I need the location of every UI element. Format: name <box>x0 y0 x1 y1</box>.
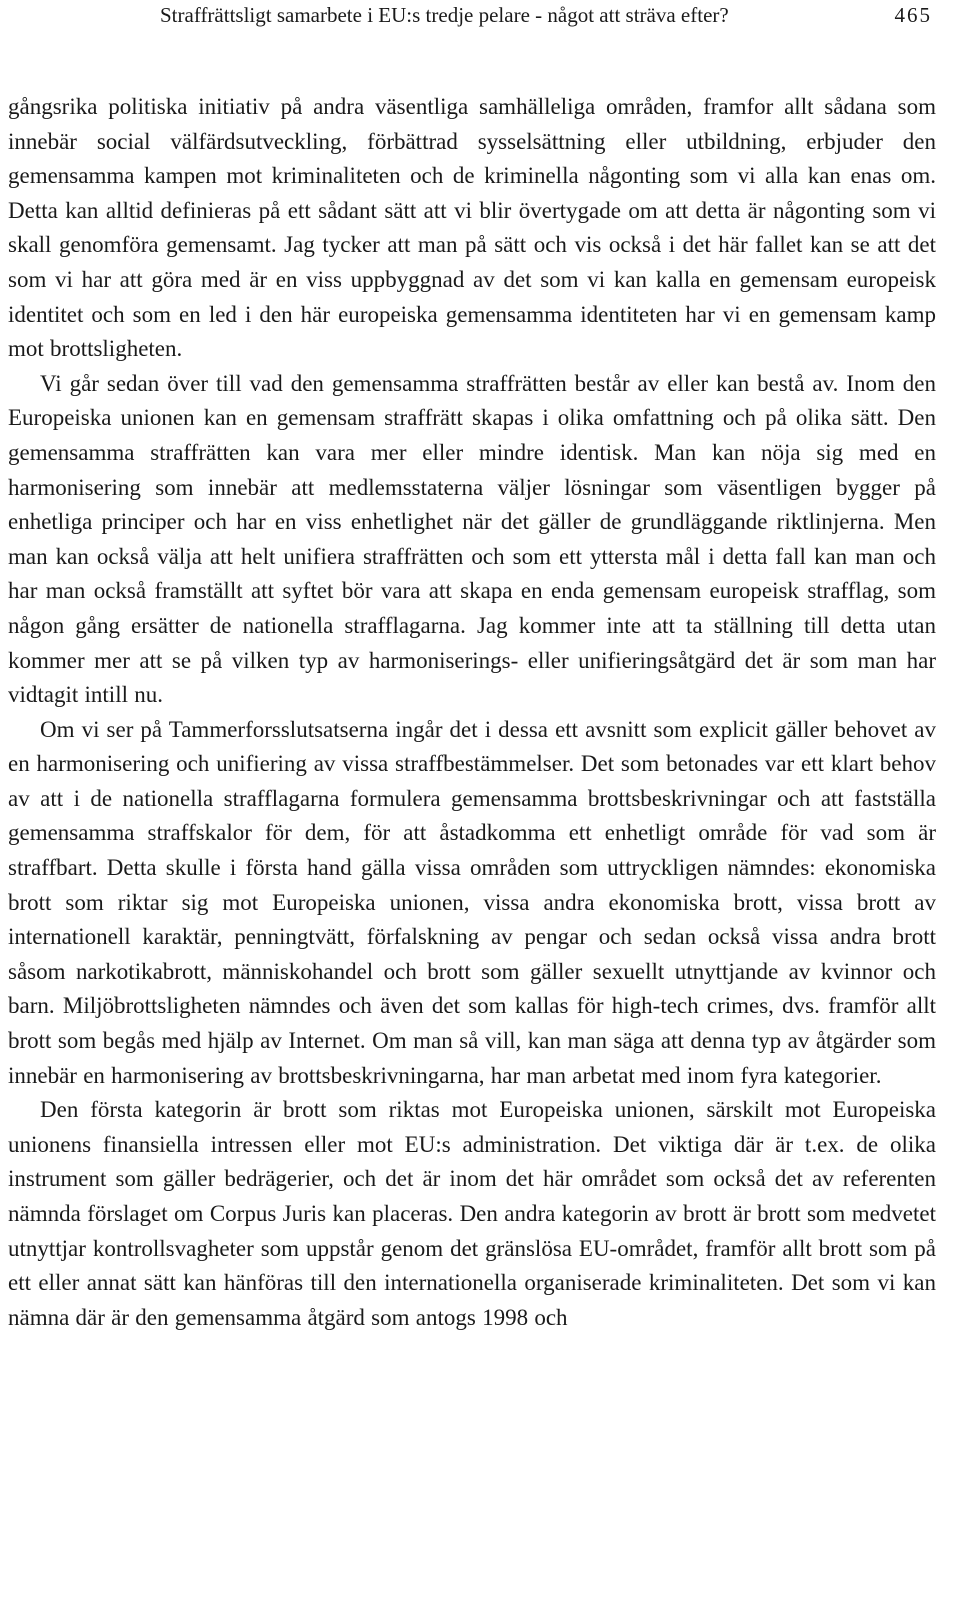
running-title: Straffrättsligt samarbete i EU:s tredje pelare - något att sträva efter? <box>160 3 729 27</box>
paragraph-2: Vi går sedan över till vad den gemensamma straffrätten består av eller kan bestå av. Inom den Europeiska unionen kan en gemensam straffrätt skapas i olika omfattning och på olika sätt. Den gemensamma straffrätten kan vara mer eller mindre identisk. Man kan nöja sig med en harmonisering som innebär att medlemsstaterna väljer lösningar som väsentligen bygger på enhetliga principer och har en viss enhetlighet när det gäller de grundläggande riktlinjerna. Men man kan också välja att helt unifiera straffrätten och som ett yttersta mål i detta fall kan man och har man också framställt att syftet bör vara att skapa en enda gemensam europeisk strafflag, som någon gång ersätter de nationella strafflagarna. Jag kommer inte att ta ställning till detta utan kommer mer att se på vilken typ av harmoniserings- eller unifieringsåtgärd det är som man har vidtagit intill nu. <box>8 370 936 708</box>
paragraph-3: Om vi ser på Tammerforsslutsatserna ingår det i dessa ett avsnitt som explicit gäller behovet av en harmonisering och unifiering av vissa straffbestämmelser. Det som betonades var ett klart behov av att i de nationella strafflagarna formulera gemensamma brottsbeskrivningar och att fastställa gemensamma straffskalor för dem, för att åstadkomma ett enhetligt område för vad som är straffbart. Detta skulle i första hand gälla vissa områden som uttryckligen nämndes: ekonomiska brott som riktar sig mot Europeiska unionen, vissa andra ekonomiska brott, vissa brott av internationell karaktär, penningtvätt, förfalskning av pengar och sedan också vissa andra brott såsom narkotikabrott, människohandel och brott som gäller sexuellt utnyttjande av kvinnor och barn. Miljöbrottsligheten nämndes och även det som kallas för high-tech crimes, dvs. framför allt brott som begås med hjälp av Internet. Om man så vill, kan man säga att denna typ av åtgärder som innebär en harmonisering av brottsbeskrivningarna, har man arbetat med inom fyra kategorier. <box>8 716 936 1088</box>
body-text <box>8 90 936 1335</box>
paragraph-4: Den första kategorin är brott som riktas mot Europeiska unionen, särskilt mot Europeiska unionens finansiella intressen eller mot EU:s administration. Det viktiga där är t.ex. de olika instrument som gäller bedrägerier, och det är inom det här området som också det av referenten nämnda förslaget om Corpus Juris kan placeras. Den andra kategorin av brott är brott som medvetet utnyttjar kontrollsvagheter som uppstår genom det gränslösa EU-området, framför allt brott som på ett eller annat sätt kan hänföras till den internationella organiserade kriminaliteten. Det som vi kan nämna där är den gemensamma åtgärd som antogs 1998 och <box>8 1097 936 1330</box>
document-page <box>8 0 936 1335</box>
running-header <box>8 0 936 36</box>
paragraph-1: gångsrika politiska initiativ på andra väsentliga samhälleliga områden, framfor allt sådana som innebär social välfärdsutveckling, förbättrad sysselsättning eller utbildning, erbjuder den gemensamma kampen mot kriminaliteten och de kriminella någonting som vi alla kan enas om. Detta kan alltid definieras på ett sådant sätt att vi blir övertygade om att detta är någonting som vi skall genomföra gemensamt. Jag tycker att man på sätt och vis också i det här fallet kan se att det som vi har att göra med är en viss uppbyggnad av det som vi kan kalla en gemensam europeisk identitet och som en led i den här europeiska gemensamma identiteten har vi en gemensam kamp mot brottsligheten. <box>8 94 936 362</box>
page-number: 465 <box>894 3 932 27</box>
